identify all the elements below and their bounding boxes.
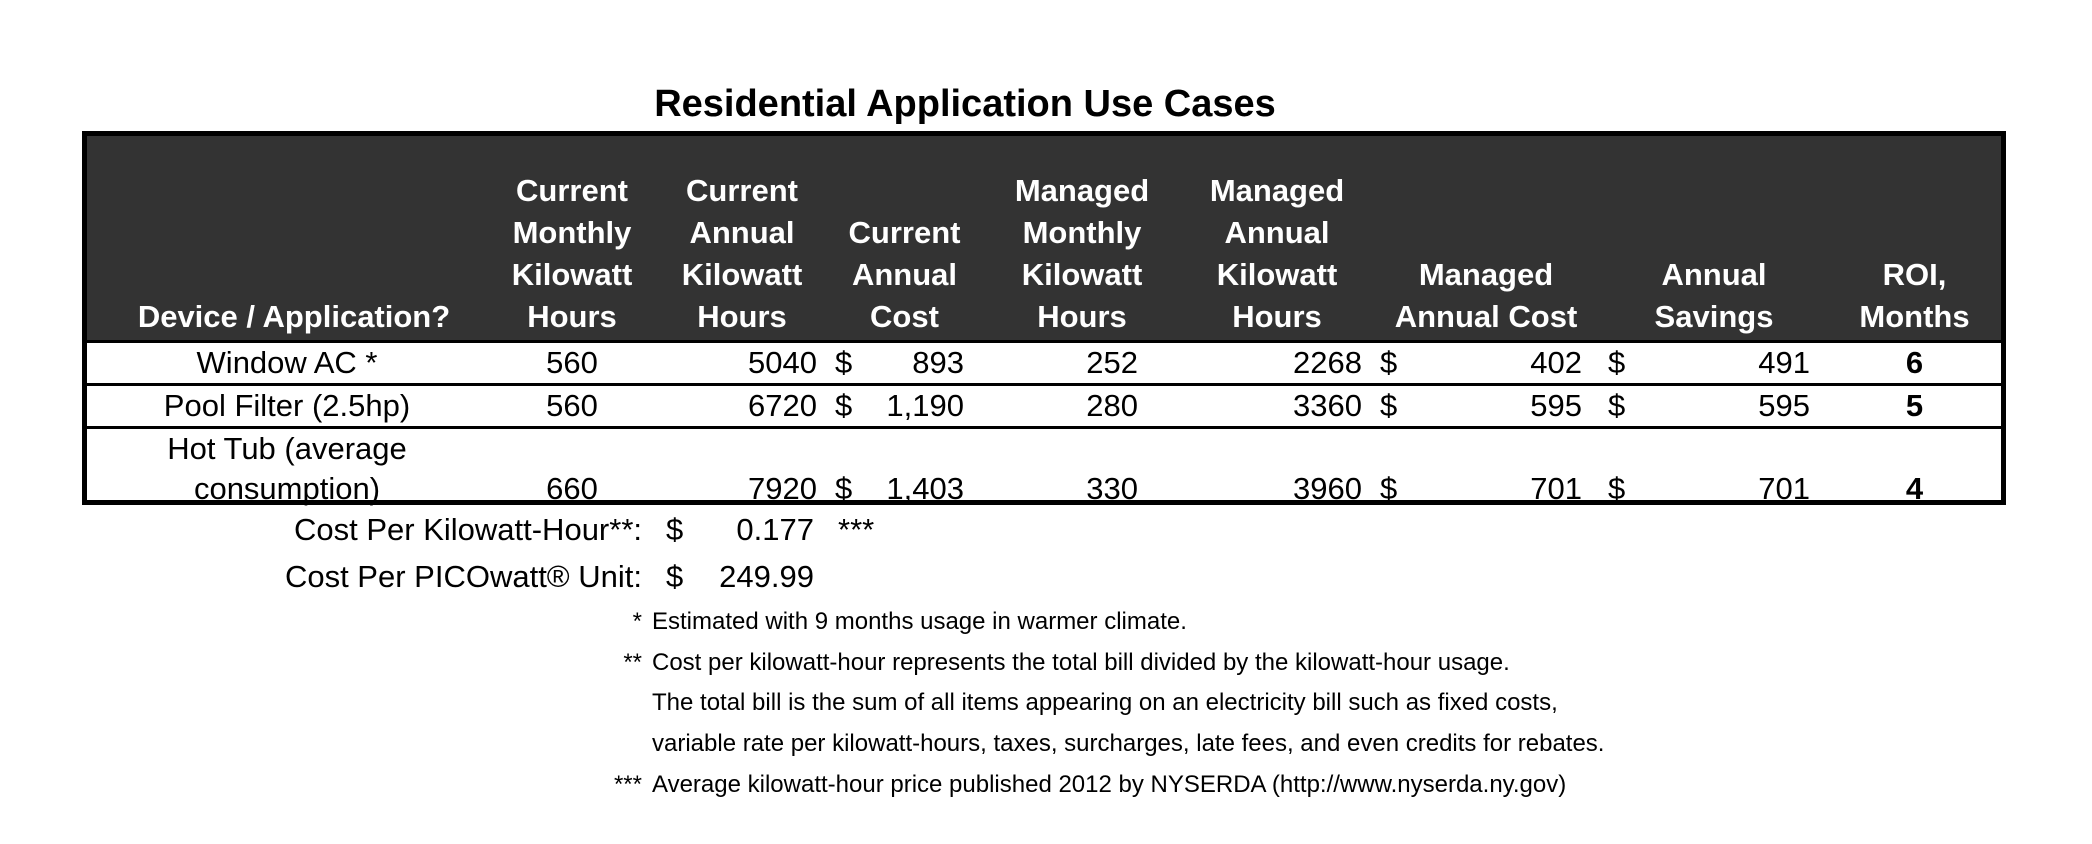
currency-symbol: $ xyxy=(1380,388,1398,423)
col-header-managed-monthly-kwh xyxy=(982,136,1182,342)
cell-device xyxy=(87,342,487,385)
footnote-text: Estimated with 9 months usage in warmer climate. xyxy=(652,608,1187,635)
data-table xyxy=(87,136,2001,509)
device-name: Hot Tub (average xyxy=(167,431,407,466)
cell-annual-savings xyxy=(1600,385,1828,428)
cell-managed-annual-cost xyxy=(1372,428,1600,510)
header-line: Current xyxy=(516,173,628,208)
header-line: Cost xyxy=(870,299,939,334)
cell-current-monthly-kwh: 660 xyxy=(487,428,657,510)
header-line: Current xyxy=(848,215,961,250)
currency-symbol: $ xyxy=(1608,471,1626,506)
footnote-marker: * xyxy=(632,608,642,635)
header-line: Months xyxy=(1859,299,1970,334)
header-line: Current xyxy=(686,173,798,208)
cost-per-unit-label: Cost Per PICOwatt® Unit: xyxy=(284,559,642,594)
cell-device xyxy=(87,385,487,428)
footnote-marker: ** xyxy=(623,649,642,676)
header-line: Kilowatt xyxy=(1216,257,1338,292)
use-case-table xyxy=(82,131,2006,505)
table-row xyxy=(87,385,2001,428)
col-header-current-annual-cost xyxy=(827,136,982,342)
col-header-roi-months xyxy=(1828,136,2001,342)
cell-annual-savings xyxy=(1600,342,1828,385)
col-header-managed-annual-kwh xyxy=(1182,136,1372,342)
cell-roi-months: 4 xyxy=(1828,428,2001,510)
cell-roi-months: 5 xyxy=(1828,385,2001,428)
header-line: ROI, xyxy=(1882,257,1947,292)
device-name: Window AC * xyxy=(196,345,378,380)
currency-symbol: $ xyxy=(835,345,853,380)
footnote-text: Average kilowatt-hour price published 2012 by NYSERDA (http://www.nyserda.ny.gov) xyxy=(652,771,1567,798)
footnote-text: The total bill is the sum of all items appearing on an electricity bill such as fixed costs, xyxy=(652,689,1558,716)
header-line: Monthly xyxy=(512,215,632,250)
footnote-marker: *** xyxy=(613,771,642,798)
savings-amount: 595 xyxy=(1758,388,1810,423)
cell-current-annual-kwh: 5040 xyxy=(657,342,827,385)
device-name: Pool Filter (2.5hp) xyxy=(163,388,411,423)
currency-symbol: $ xyxy=(1608,345,1626,380)
cell-managed-annual-cost xyxy=(1372,342,1600,385)
cost-per-kwh-marker: *** xyxy=(838,512,875,547)
header-line: Hours xyxy=(527,299,617,334)
savings-amount: 701 xyxy=(1758,471,1810,506)
header-line: Device / Application? xyxy=(137,299,451,334)
currency-symbol: $ xyxy=(1380,345,1398,380)
cell-managed-annual-kwh: 3960 xyxy=(1182,428,1372,510)
cost-amount: 1,190 xyxy=(886,388,964,423)
table-row xyxy=(87,342,2001,385)
header-line: Hours xyxy=(697,299,787,334)
header-line: Hours xyxy=(1037,299,1127,334)
header-line: Kilowatt xyxy=(511,257,633,292)
header-line: Kilowatt xyxy=(1021,257,1143,292)
page-title: Residential Application Use Cases xyxy=(654,83,1276,125)
header-line: Annual xyxy=(1224,215,1330,250)
currency-symbol: $ xyxy=(835,388,853,423)
cost-amount: 701 xyxy=(1530,471,1582,506)
cell-current-annual-cost xyxy=(827,385,982,428)
header-line: Monthly xyxy=(1022,215,1142,250)
header-row xyxy=(87,136,2001,342)
header-line: Annual xyxy=(851,257,958,292)
cost-amount: 893 xyxy=(912,345,964,380)
cell-current-annual-kwh: 6720 xyxy=(657,385,827,428)
cost-per-kwh-label: Cost Per Kilowatt-Hour**: xyxy=(293,512,642,547)
cost-per-kwh-value: 0.177 xyxy=(736,512,814,547)
cost-per-unit-currency: $ xyxy=(666,559,684,594)
col-header-device xyxy=(87,136,487,342)
footnote-text: Cost per kilowatt-hour represents the total bill divided by the kilowatt-hour usage. xyxy=(652,649,1510,676)
currency-symbol: $ xyxy=(1380,471,1398,506)
cell-managed-annual-kwh: 2268 xyxy=(1182,342,1372,385)
header-line: Annual Cost xyxy=(1394,299,1578,334)
cost-per-kwh-currency: $ xyxy=(666,512,684,547)
savings-amount: 491 xyxy=(1758,345,1810,380)
cell-managed-annual-kwh: 3360 xyxy=(1182,385,1372,428)
cell-current-annual-cost xyxy=(827,428,982,510)
cell-current-annual-kwh: 7920 xyxy=(657,428,827,510)
col-header-current-annual-kwh xyxy=(657,136,827,342)
header-line: Kilowatt xyxy=(681,257,803,292)
header-line: Annual xyxy=(1661,257,1767,292)
header-line: Savings xyxy=(1654,299,1774,334)
cost-per-unit-value: 249.99 xyxy=(719,559,814,594)
currency-symbol: $ xyxy=(835,471,853,506)
currency-symbol: $ xyxy=(1608,388,1626,423)
table-row xyxy=(87,428,2001,510)
header-line: Annual xyxy=(689,215,795,250)
col-header-current-monthly-kwh xyxy=(487,136,657,342)
cost-amount: 402 xyxy=(1530,345,1582,380)
header-line: Managed xyxy=(1209,173,1345,208)
cell-managed-monthly-kwh: 330 xyxy=(982,428,1182,510)
footnote-text: variable rate per kilowatt-hours, taxes, surcharges, late fees, and even credits for rebates. xyxy=(652,730,1605,757)
col-header-annual-savings xyxy=(1600,136,1828,342)
device-name-line2: consumption) xyxy=(193,471,381,506)
cell-roi-months: 6 xyxy=(1828,342,2001,385)
cell-managed-monthly-kwh: 252 xyxy=(982,342,1182,385)
header-line: Managed xyxy=(1014,173,1150,208)
cell-current-monthly-kwh: 560 xyxy=(487,342,657,385)
col-header-managed-annual-cost xyxy=(1372,136,1600,342)
cell-current-annual-cost xyxy=(827,342,982,385)
header-line: Managed xyxy=(1418,257,1554,292)
cell-annual-savings xyxy=(1600,428,1828,510)
cell-current-monthly-kwh: 560 xyxy=(487,385,657,428)
cell-managed-monthly-kwh: 280 xyxy=(982,385,1182,428)
cost-amount: 595 xyxy=(1530,388,1582,423)
header-line: Hours xyxy=(1232,299,1322,334)
cell-managed-annual-cost xyxy=(1372,385,1600,428)
cell-device xyxy=(87,428,487,510)
cost-amount: 1,403 xyxy=(886,471,964,506)
